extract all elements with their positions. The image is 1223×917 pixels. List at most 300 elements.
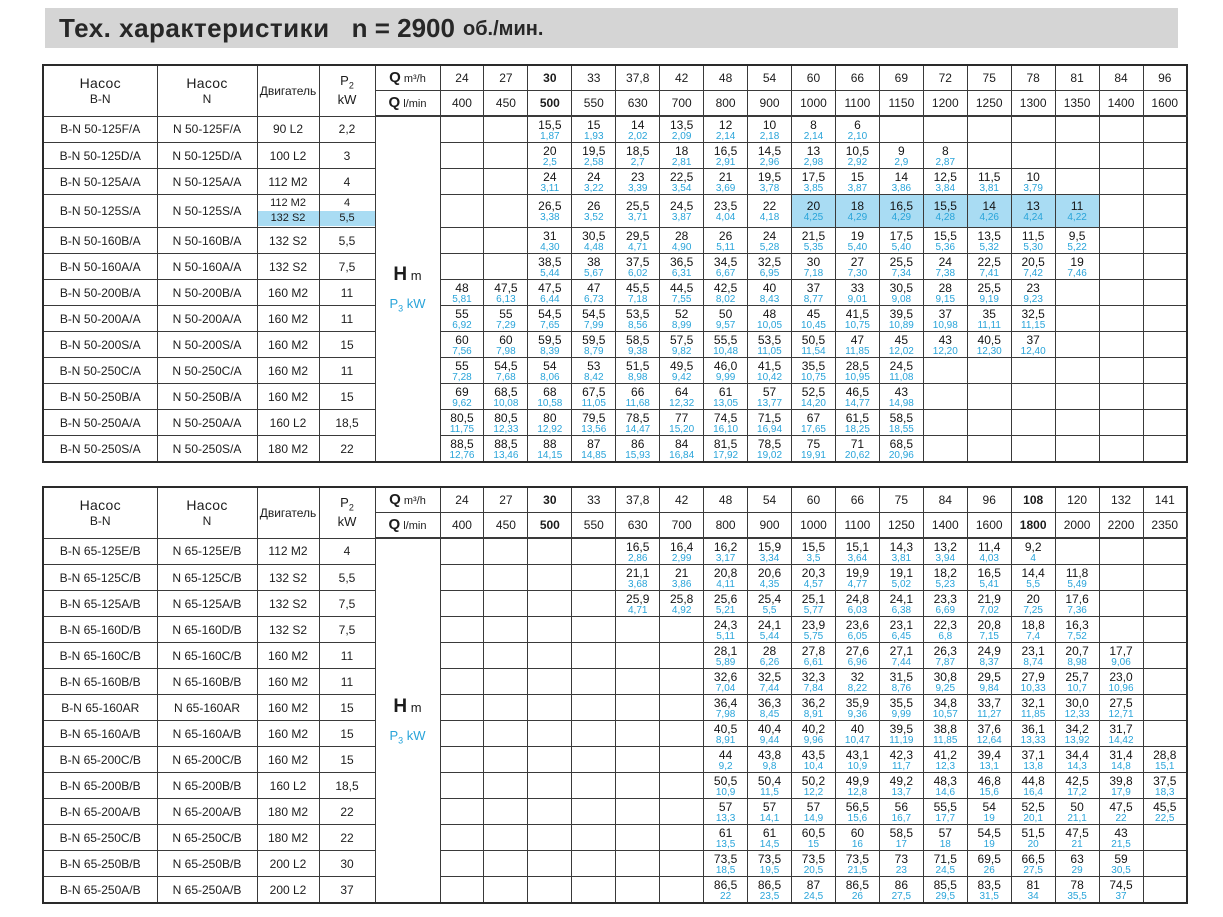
- p3-value: 10,75: [844, 319, 870, 331]
- h-value: 45,5: [626, 280, 650, 295]
- h-value: 53: [587, 358, 601, 373]
- h-value: 20,7: [1065, 643, 1089, 658]
- empty-cell: [440, 254, 484, 280]
- empty-cell: [528, 851, 572, 877]
- empty-cell: [660, 669, 704, 695]
- p2-cell: 2,2: [319, 116, 375, 143]
- data-cell: [923, 617, 967, 643]
- p3-value: 7,44: [759, 682, 780, 694]
- p3-value: 22: [720, 890, 732, 902]
- data-cell: [1055, 669, 1099, 695]
- pump-bn-cell: B-N 65-160AR: [43, 695, 157, 721]
- p3-value: 4: [1030, 552, 1036, 564]
- data-cell: [748, 799, 792, 825]
- empty-cell: [528, 565, 572, 591]
- p3-value: 11,27: [977, 708, 1002, 720]
- h-value: 18: [674, 143, 689, 158]
- p2-cell: 37: [319, 877, 375, 904]
- h-value: 15: [587, 117, 601, 132]
- p3-value: 5,49: [1067, 578, 1087, 590]
- h-value: 11,5: [1021, 228, 1045, 243]
- pump-header-label: Насос: [186, 497, 228, 514]
- p3-value: 8,91: [803, 708, 824, 720]
- data-cell: [440, 358, 484, 384]
- p3-value: 2,18: [759, 130, 780, 142]
- p3-value: 4,24: [1023, 212, 1043, 223]
- pump-bn-cell: B-N 50-250A/A: [43, 410, 157, 436]
- empty-cell: [572, 643, 616, 669]
- h-value: 27: [850, 254, 865, 269]
- empty-cell: [616, 851, 660, 877]
- data-cell: [835, 695, 879, 721]
- p3-value: 4,29: [847, 212, 868, 223]
- empty-cell: [616, 721, 660, 747]
- data-cell: [748, 254, 792, 280]
- h-value: 40,4: [757, 721, 782, 736]
- empty-cell: [616, 643, 660, 669]
- data-cell: [967, 306, 1011, 332]
- data-cell: [835, 825, 879, 851]
- p2-cell: 30: [319, 851, 375, 877]
- p3-value: 11,15: [1021, 319, 1046, 331]
- p3-value: 5,36: [935, 241, 956, 253]
- data-cell: [484, 306, 528, 332]
- empty-cell: [1143, 116, 1187, 143]
- p3-value: 18,25: [844, 423, 870, 435]
- h-value: 61: [718, 825, 733, 840]
- data-cell: [1011, 591, 1055, 617]
- h-value: 54: [982, 799, 996, 814]
- h-value: 24: [543, 169, 557, 184]
- p3-value: 5,75: [803, 630, 824, 642]
- p3-value: 17: [895, 838, 907, 850]
- empty-cell: [1143, 436, 1187, 463]
- p3-value: 9,57: [715, 319, 736, 331]
- h-value: 37,5: [626, 254, 650, 269]
- empty-cell: [1099, 591, 1143, 617]
- data-cell: [879, 825, 923, 851]
- spec-table-50: [42, 64, 1188, 463]
- h-value: 23,1: [889, 617, 914, 632]
- h-value: 86: [631, 436, 645, 451]
- empty-cell: [1055, 436, 1099, 463]
- data-cell: [792, 799, 836, 825]
- pump-bn-cell: B-N 65-125C/B: [43, 565, 157, 591]
- empty-cell: [660, 851, 704, 877]
- data-cell: [440, 384, 484, 410]
- p3-value: 11,5: [760, 786, 779, 798]
- h-value: 28: [938, 280, 952, 295]
- q-symbol: Q: [388, 94, 401, 111]
- p3-value: 14,5: [759, 838, 780, 850]
- empty-cell: [1143, 384, 1187, 410]
- title-speed: n = 2900: [351, 12, 455, 43]
- empty-cell: [484, 851, 528, 877]
- p3-value: 7,99: [584, 319, 604, 331]
- h-value: 37,5: [1153, 773, 1177, 788]
- p3-value: 9,36: [847, 708, 868, 720]
- data-cell: [792, 877, 836, 904]
- h-value: 58,5: [626, 332, 650, 347]
- p2-cell: 15: [319, 695, 375, 721]
- data-cell: [616, 410, 660, 436]
- p3-value: 8,98: [1067, 656, 1087, 668]
- p3-value: 2,14: [803, 130, 824, 142]
- h-value: 56,5: [845, 799, 870, 814]
- h-value: 39,5: [889, 721, 914, 736]
- pump-spec-table: [42, 64, 1188, 463]
- p3-value: 9,19: [979, 293, 999, 305]
- empty-cell: [1143, 143, 1187, 169]
- h-value: 39,8: [1109, 773, 1133, 788]
- p2-cell: 4: [319, 538, 375, 565]
- data-cell: [704, 747, 748, 773]
- pump-n-cell: N 65-200A/B: [157, 799, 257, 825]
- p3-value: 10,42: [757, 371, 783, 383]
- h-value: 23,6: [845, 617, 870, 632]
- empty-cell: [572, 591, 616, 617]
- h-value: 50: [1070, 799, 1084, 814]
- data-cell: [1099, 851, 1143, 877]
- p2-symbol-letter: P: [340, 73, 349, 89]
- data-cell: [748, 721, 792, 747]
- pump-bn-cell: B-N 50-125D/A: [43, 143, 157, 169]
- q-m3h-value: 30: [528, 487, 572, 513]
- data-cell: [572, 410, 616, 436]
- data-cell: [748, 228, 792, 254]
- p3-value: 21,5: [1111, 838, 1131, 850]
- h-value: 26: [587, 199, 601, 213]
- h-value: 25,5: [977, 280, 1001, 295]
- empty-cell: [484, 565, 528, 591]
- data-cell: [528, 358, 572, 384]
- p3-value: 9,99: [715, 371, 736, 383]
- p3-value: 17,9: [1111, 786, 1131, 798]
- empty-cell: [660, 695, 704, 721]
- p3-value: 8,06: [540, 371, 560, 383]
- q-lmin-value: 900: [748, 91, 792, 117]
- h-value: 80,5: [450, 410, 474, 425]
- h-value: 50: [718, 306, 733, 321]
- p3-value: 8,45: [759, 708, 780, 720]
- empty-cell: [528, 721, 572, 747]
- motor-cell: 132 S2: [257, 591, 319, 617]
- data-cell: [1143, 799, 1187, 825]
- data-cell: [835, 721, 879, 747]
- p3-value: 19,02: [757, 449, 783, 461]
- h-value: 86,5: [757, 877, 782, 892]
- h-value: 34,8: [933, 695, 957, 710]
- h-value: 26,3: [933, 643, 957, 658]
- p3-value: 3,11: [540, 182, 560, 194]
- h-value: 11,4: [977, 539, 1001, 554]
- data-cell: [440, 280, 484, 306]
- h-value: 88: [543, 436, 557, 451]
- p3-value: 7,25: [1023, 604, 1043, 616]
- spec-table-65: [42, 486, 1188, 904]
- h-value: 43,1: [845, 747, 870, 762]
- data-cell: [1055, 617, 1099, 643]
- empty-cell: [616, 773, 660, 799]
- h-value: 36,1: [1021, 721, 1045, 736]
- p3-value: 5,32: [979, 241, 999, 253]
- data-cell: [923, 254, 967, 280]
- h-value: 61: [718, 384, 733, 399]
- data-cell: [528, 143, 572, 169]
- h-value: 23: [1026, 280, 1040, 295]
- pump-bn-cell: B-N 50-200B/A: [43, 280, 157, 306]
- p3-value: 27,5: [891, 890, 912, 902]
- p3-value: 11,54: [801, 345, 826, 357]
- p2-header: [319, 487, 375, 538]
- p3-value: 10,96: [1108, 682, 1134, 694]
- p3-value: 21,1: [1067, 812, 1087, 824]
- h-value: 35,9: [845, 695, 870, 710]
- q-m3h-value: 75: [879, 487, 923, 513]
- p2-cell: 22: [319, 825, 375, 851]
- data-cell: [792, 669, 836, 695]
- q-lmin-value: 2350: [1143, 513, 1187, 539]
- data-cell: [528, 254, 572, 280]
- p3-value: 5,30: [1023, 241, 1043, 253]
- empty-cell: [572, 851, 616, 877]
- data-cell: [1055, 565, 1099, 591]
- p3-value: 5,22: [1067, 241, 1087, 253]
- p3-value: 11,05: [757, 345, 782, 357]
- p3-value: 7,18: [627, 293, 648, 305]
- p3-value: 8,79: [584, 345, 604, 357]
- data-cell: [792, 825, 836, 851]
- p2-cell: 22: [319, 799, 375, 825]
- q-lmin-value: 400: [440, 513, 484, 539]
- h-value: 40: [850, 721, 865, 736]
- h-value: 52: [674, 306, 689, 321]
- p3-value: 11,7: [891, 760, 911, 772]
- p3-value: 6,96: [847, 656, 868, 668]
- p3-value: 10,9: [847, 760, 868, 772]
- p3-value: 11,85: [933, 734, 958, 746]
- empty-cell: [528, 538, 572, 565]
- q-m3h-value: 78: [1011, 65, 1055, 91]
- data-cell: [792, 591, 836, 617]
- data-cell: [967, 695, 1011, 721]
- empty-cell: [616, 747, 660, 773]
- data-cell: [1099, 721, 1143, 747]
- data-cell: [1011, 721, 1055, 747]
- p3-value: 8,98: [627, 371, 648, 383]
- h-value: 27,6: [845, 643, 870, 658]
- h-value: 31,7: [1109, 721, 1133, 736]
- pump-n-cell: N 50-125D/A: [157, 143, 257, 169]
- h-value: 19,5: [582, 143, 606, 158]
- h-value: 41,5: [845, 306, 870, 321]
- h-value: 20,3: [801, 565, 826, 580]
- motor-cell: [257, 195, 319, 228]
- data-cell: [704, 721, 748, 747]
- h-value: 23: [631, 169, 645, 184]
- p3-value: 8,37: [979, 656, 999, 668]
- data-cell: [572, 143, 616, 169]
- data-cell: [792, 643, 836, 669]
- empty-cell: [1099, 280, 1143, 306]
- empty-cell: [528, 669, 572, 695]
- p3-value: 15,20: [669, 423, 695, 435]
- h-value: 21: [674, 565, 689, 580]
- p3-value: 3,64: [847, 552, 868, 564]
- p3-value: 2,7: [630, 156, 645, 168]
- data-cell: [1099, 669, 1143, 695]
- p3-value: 3,81: [891, 552, 912, 564]
- data-cell: [528, 169, 572, 195]
- data-cell: [967, 747, 1011, 773]
- p3-value: 8,99: [671, 319, 692, 331]
- data-cell: [792, 773, 836, 799]
- pump-n-cell: N 50-250A/A: [157, 410, 257, 436]
- p3-value: 6,95: [759, 267, 780, 279]
- p3-value: 19,5: [759, 864, 780, 876]
- p3-symbol: [376, 728, 440, 746]
- data-cell: [704, 332, 748, 358]
- data-cell: [792, 116, 836, 143]
- data-cell: [923, 799, 967, 825]
- data-cell: [572, 254, 616, 280]
- p3-value: 1,93: [584, 130, 604, 142]
- h-value: 87: [806, 877, 821, 892]
- p3-value: 29: [1071, 864, 1083, 876]
- p3-value: 13,92: [1064, 734, 1090, 746]
- h-value: 17,6: [1065, 591, 1089, 606]
- data-cell: [616, 358, 660, 384]
- p3-value: 16: [851, 838, 863, 850]
- h-value: 36,4: [713, 695, 738, 710]
- empty-cell: [1055, 116, 1099, 143]
- p2-cell: 11: [319, 358, 375, 384]
- p3-value: 9,84: [979, 682, 999, 694]
- data-cell: [792, 195, 836, 228]
- data-cell: [660, 228, 704, 254]
- p3-value: 19: [983, 812, 995, 824]
- p3-value: 7,18: [803, 267, 824, 279]
- h-value: 79,5: [582, 410, 606, 425]
- pump-bn-cell: B-N 50-160B/A: [43, 228, 157, 254]
- motor-cell: 160 M2: [257, 306, 319, 332]
- p3-value: 6,03: [847, 604, 868, 616]
- data-cell: [792, 254, 836, 280]
- data-cell: [1055, 254, 1099, 280]
- p3-value: 3,86: [891, 182, 912, 194]
- h-value: 28: [762, 643, 777, 658]
- q-lmin-value: 630: [616, 513, 660, 539]
- empty-cell: [484, 254, 528, 280]
- p3-value: 12,02: [888, 345, 914, 357]
- empty-cell: [440, 143, 484, 169]
- empty-cell: [572, 877, 616, 904]
- p3-value: 2,9: [894, 156, 909, 168]
- h-value: 13,2: [933, 539, 957, 554]
- p3-value: 9,08: [891, 293, 912, 305]
- data-cell: [879, 773, 923, 799]
- data-cell: [923, 538, 967, 565]
- q-lmin-value: 400: [440, 91, 484, 117]
- h-value: 58,5: [889, 410, 914, 425]
- empty-cell: [440, 169, 484, 195]
- pump-n-cell: N 65-250A/B: [157, 877, 257, 904]
- pump-bn-cell: B-N 65-125A/B: [43, 591, 157, 617]
- p3-value: 2,81: [671, 156, 692, 168]
- q-lmin-value: 1100: [835, 513, 879, 539]
- p3-value: 4,92: [671, 604, 692, 616]
- p3-value: 14,98: [888, 397, 914, 409]
- data-cell: [835, 280, 879, 306]
- data-cell: [572, 332, 616, 358]
- empty-cell: [1143, 538, 1187, 565]
- data-cell: [879, 143, 923, 169]
- empty-cell: [967, 384, 1011, 410]
- h-value: 38: [587, 254, 601, 269]
- data-cell: [835, 591, 879, 617]
- p3-legend: [376, 296, 440, 314]
- h-value: 56: [894, 799, 909, 814]
- p3-value: 16,4: [1023, 786, 1043, 798]
- data-cell: [792, 280, 836, 306]
- q-lmin-value: 2200: [1099, 513, 1143, 539]
- p3-value: 27,5: [1023, 864, 1043, 876]
- data-cell: [1099, 773, 1143, 799]
- data-cell: [1055, 851, 1099, 877]
- empty-cell: [440, 617, 484, 643]
- p3-value: 8,43: [759, 293, 780, 305]
- data-cell: [748, 643, 792, 669]
- data-cell: [748, 436, 792, 463]
- p3-value: 5,81: [452, 293, 472, 305]
- pump-n-cell: N 65-250B/B: [157, 851, 257, 877]
- p3-value: 10,75: [800, 371, 826, 383]
- motor-value-highlighted: 132 S2: [258, 211, 319, 226]
- p3-value: 4,71: [627, 604, 648, 616]
- h-value: 18,5: [626, 143, 650, 158]
- q-m3h-value: 66: [835, 487, 879, 513]
- empty-cell: [967, 116, 1011, 143]
- h-value: 47: [587, 280, 601, 295]
- data-cell: [748, 538, 792, 565]
- motor-cell: 160 M2: [257, 643, 319, 669]
- data-cell: [660, 254, 704, 280]
- p2-cell: 15: [319, 721, 375, 747]
- h-value: 15,5: [801, 539, 826, 554]
- q-m3h-value: 96: [1143, 65, 1187, 91]
- empty-cell: [1099, 169, 1143, 195]
- h-value: 74,5: [713, 410, 738, 425]
- p3-value: 19,91: [800, 449, 826, 461]
- h-value: 27,1: [889, 643, 914, 658]
- h-value: 19: [850, 228, 865, 243]
- data-cell: [616, 591, 660, 617]
- data-cell: [835, 306, 879, 332]
- empty-cell: [1055, 332, 1099, 358]
- motor-cell: 160 M2: [257, 332, 319, 358]
- data-cell: [748, 410, 792, 436]
- p3-value: 6,38: [891, 604, 912, 616]
- pump-bn-header: [43, 65, 157, 116]
- p3-value: 20,5: [803, 864, 824, 876]
- data-cell: [923, 332, 967, 358]
- empty-cell: [484, 721, 528, 747]
- data-cell: [616, 538, 660, 565]
- data-cell: [835, 358, 879, 384]
- q-lmin-value: 1400: [1099, 91, 1143, 117]
- h-value: 32,1: [1021, 695, 1045, 710]
- p3-value: 24,5: [935, 864, 956, 876]
